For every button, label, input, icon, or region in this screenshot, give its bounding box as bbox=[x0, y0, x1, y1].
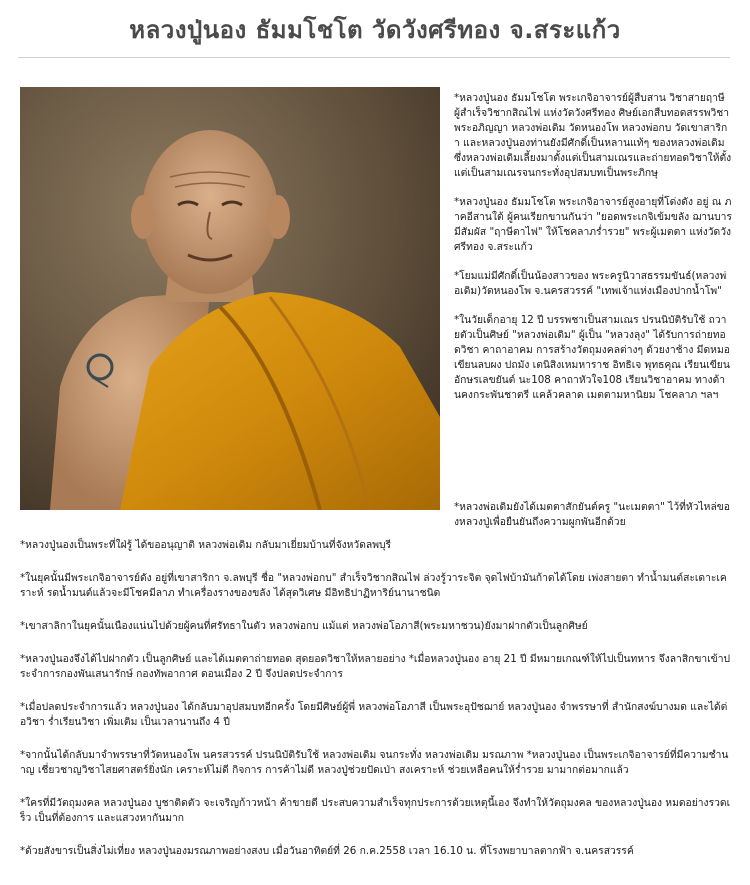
body-paragraph: *เมื่อปลดประจำการแล้ว หลวงปู่นอง ได้กลับมาอุปสมบทอีกครั้ง โดยมีศิษย์ผู้พี่ หลวงพ่อโอภาสี เป็นพระอุปัชฌาย์ หลวงปู่นอง จำพรรษาที่ สำนักสงฆ์บางมด และได้ต่อวิชา ร่ำเรียนวิชา เพิ่มเติม เป็นเวลานานถึง 4 ปี bbox=[20, 701, 728, 728]
full-text-column bbox=[20, 538, 732, 877]
side-paragraph: *หลวงพ่อเดิมยังได้เมตตาสักยันต์ครู "นะเมตตา" ไว้ที่หัวไหล่ของหลวงปู่เพื่อยืนยันถึงความผูกพันอีกด้วย bbox=[454, 501, 730, 528]
side-paragraph: *หลวงปู่นอง ธัมมโชโต พระเกจิอาจารย์ผู้สืบสาน วิชาสายฤาษี ผู้สำเร็จวิชากสิณไฟ แห่งวัดวังศรีทอง ศิษย์เอกสืบทอดสรรพวิชา พระอภิญญา หลวงพ่อเดิม วัดหนองโพ หลวงพ่อกบ วัดเขาสาริกา และหลวงปู่นองท่านยังมีศักดิ์เป็นหลานแท้ๆ ของหลวงพ่อเดิม ซึ่งหลวงพ่อเดิมเลี้ยงมาตั้งแต่เป็นสามเณรและถ่ายทอดวิชาให้ตั้งแต่เป็นสามเณรจนกระทั่งอุปสมบทเป็นพระภิกษุ bbox=[454, 92, 732, 179]
title-divider bbox=[18, 57, 730, 58]
body-paragraph: *หลวงปู่นองจึงได้ไปฝากตัว เป็นลูกศิษย์ และได้เมตตาถ่ายทอด สุดยอดวิชาให้หลายอย่าง *เมื่อหลวงปู่นอง อายุ 21 ปี มีหมายเกณฑ์ให้ไปเป็นทหาร จึงลาสิกขาเข้าประจำการกองพันเสนารักษ์ กองทัพอากาศ ดอนเมือง 2 ปี จึงปลดประจำการ bbox=[20, 653, 731, 680]
side-paragraph: *ในวัยเด็กอายุ 12 ปี บรรพชาเป็นสามเณร ปรนนิบัติรับใช้ ถวายตัวเป็นศิษย์ "หลวงพ่อเดิม" ผู้เป็น "หลวงลุง" ได้รับการถ่ายทอดวิชา คาถาอาคม การสร้างวัตถุมงคลต่างๆ ด้วยงาช้าง มีดหมอ เขียนลบผง ปถมัง เตนิสิงเหมหาราช อิทธิเจ พุทธคุณ เรียนเขียนอักษรเลขยันต์ นะ108 คาถาหัวใจ108 เรียนวิชาอาคม ทางด้านคงกระพันชาตรี แคล้วคลาด เมตตามหานิยม โชคลาภ ฯลฯ bbox=[454, 314, 730, 401]
monk-portrait-icon bbox=[20, 87, 440, 510]
body-paragraph: *จากนั้นได้กลับมาจำพรรษาที่วัดหนองโพ นครสวรรค์ ปรนนิบัติรับใช้ หลวงพ่อเดิม จนกระทั่ง หลวงพ่อเดิม มรณภาพ *หลวงปู่นอง เป็นพระเกจิอาจารย์ที่มีความชำนาญ เชี่ยวชาญวิชาไสยศาสตร์ยิ่งนัก เคราะห์ไม่ดี กิจการ การค้าไม่ดี หลวงปู่ช่วยปัดเป่า สงเคราะห์ ช่วยเหลือคนให้ร่ำรวย มามากต่อมากแล้ว bbox=[20, 749, 729, 776]
side-text-column bbox=[454, 91, 732, 417]
side-paragraph: *โยมแม่มีศักดิ์เป็นน้องสาวของ พระครูนิวาสธรรมขันธ์(หลวงพ่อเดิม)วัดหนองโพ จ.นครสวรรค์ "เทพเจ้าแห่งเมืองปากน้ำโพ" bbox=[454, 270, 727, 297]
page-title: หลวงปู่นอง ธัมมโชโต วัดวังศรีทอง จ.สระแก้ว bbox=[129, 16, 621, 44]
body-paragraph: *หลวงปู่นองเป็นพระที่ใฝ่รู้ ได้ขออนุญาติ หลวงพ่อเดิม กลับมาเยี่ยมบ้านที่จังหวัดลพบุรี bbox=[20, 539, 392, 551]
side-paragraph: *หลวงปู่นอง ธัมมโชโต พระเกจิอาจารย์สูงอายุที่โด่งดัง อยู่ ณ ภาคอีสานใต้ ผู้คนเรียกขานกันว่า "ยอดพระเกจิเข้มขลัง ฌานบารมีสัมผัส "ฤาษีตาไฟ" ให้โชคลาภร่ำรวย" พระผู้เมตตา แห่งวัดวังศรีทอง จ.สระแก้ว bbox=[454, 196, 732, 253]
monk-portrait-photo bbox=[20, 87, 440, 510]
body-paragraph: *ด้วยสังขารเป็นสิ่งไม่เที่ยง หลวงปู่นองมรณภาพอย่างสงบ เมื่อวันอาทิตย์ที่ 26 ก.ค.2558 เวลา 16.10 น. ที่โรงพยาบาลตากฟ้า จ.นครสวรรค์ bbox=[20, 845, 634, 857]
body-paragraph: *เขาสาลิกาในยุคนั้นเนืองแน่นไปด้วยผู้คนที่ศรัทธาในตัว หลวงพ่อกบ แม้แต่ หลวงพ่อโอภาสี(พระมหาชวน)ยังมาฝากตัวเป็นลูกศิษย์ bbox=[20, 620, 588, 632]
body-paragraph: *ใครที่มีวัตถุมงคล หลวงปู่นอง บูชาติดตัว จะเจริญก้าวหน้า ค้าขายดี ประสบความสำเร็จทุกประการด้วยเหตุนี้เอง จึงทำให้วัตถุมงคล ของหลวงปู่นอง หมดอย่างรวดเร็ว เป็นที่ต้องการ และแสวงหากันมาก bbox=[20, 797, 731, 824]
body-paragraph: *ในยุคนั้นมีพระเกจิอาจารย์ดัง อยู่ที่เขาสาริกา จ.ลพบุรี ชื่อ "หลวงพ่อกบ" สำเร็จวิชากสิณไฟ ล่วงรู้วาระจิต จุดไฟบ้ามันก้าดได้โดย เพ่งสายตา ทำน้ำมนต์สะเดาะเคราะห์ รดน้ำมนต์แล้วจะมีโชคมีลาภ ทำเครื่องรางของขลัง ได้สุดวิเศษ มีอิทธิปาฏิหาริย์นานาชนิด bbox=[20, 572, 727, 599]
